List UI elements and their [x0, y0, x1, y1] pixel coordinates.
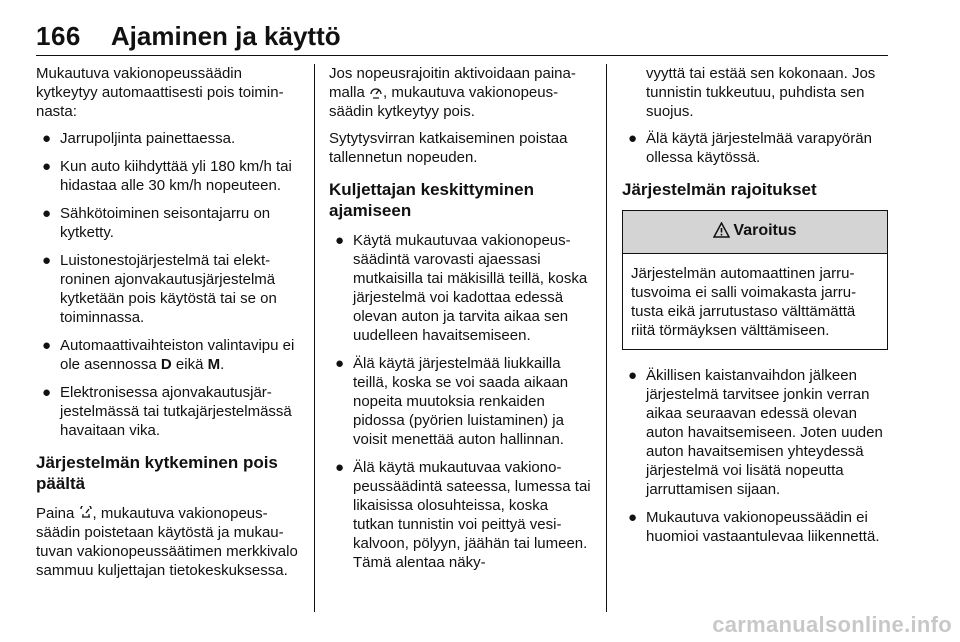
list-item: ● Älä käytä järjestelmää varapyörän ollessa käytössä. — [628, 130, 872, 166]
warning-header — [623, 211, 887, 254]
list-item: ● Mukautuva vakionopeussäädin ei huomioi vastaantulevaa liikennettä. — [628, 509, 880, 545]
column-2 — [329, 64, 593, 581]
list-item: ● Älä käytä mukautuvaa vakionopeussäädintä sateessa, lumessa tai likaisissa olosuhteissa, koska tutkan tunnistin voi peittyä vesikalvoon, pölyyn, jäähän tai lumeen. Tämä alentaa näky- — [335, 459, 591, 571]
list-item: ● Automaattivaihteiston valintavipu ei ole asennossa D eikä M. — [42, 337, 295, 373]
section-heading: Järjestelmän rajoitukset — [622, 180, 817, 199]
column-3 — [622, 64, 890, 555]
switch-off-paragraph: Paina , mukautuva vakionopeussäädin poistetaan käytöstä ja mukautuvan vakionopeussäätimen merkkivalo sammuu kuljettajan tietokeskuksessa. — [36, 505, 298, 579]
section-heading: Kuljettajan keskittyminen ajamiseen — [329, 180, 535, 220]
list-item: ● Elektronisessa ajonvakautusjärjestelmässä tai tutkajärjestelmässä havaitaan vika. — [42, 384, 292, 439]
speed-limiter-icon — [369, 85, 383, 99]
list-item: ● Älä käytä järjestelmää liukkailla teillä, koska se voi saada aikaan nopeita muutoksia renkaiden pidossa (pyörien luistaminen) ja voisit menettää auton hallinnan. — [335, 355, 569, 448]
list-item: ● Äkillisen kaistanvaihdon jälkeen järjestelmä tarvitsee jonkin verran aikaa seuraavan edessä olevan auton havaitsemiseen. Joten uuden auton havaitsemisen yhteydessä järjestelmä voi lisätä nopeutta jarruttamisen sijaan. — [628, 367, 883, 498]
gear-d: D — [160, 356, 172, 373]
towing-list — [622, 129, 890, 167]
limitations-list — [622, 366, 890, 546]
list-item: ● Jarrupoljinta painettaessa. — [42, 130, 236, 147]
list-item: ● Sähkötoiminen seisontajarru on kytketty. — [42, 205, 271, 241]
continuation-text: vyyttä tai estää sen kokonaan. Jos tunnistin tukkeutuu, puhdista sen suojus. — [646, 65, 876, 120]
list-item: ● Luistonestojärjestelmä tai elektroninen ajonvakautusjärjestelmä kytketään pois käytöstä tai se on toiminnassa. — [42, 252, 277, 326]
column-1 — [36, 64, 302, 588]
section-heading: Järjestelmän kytkeminen pois päältä — [36, 453, 278, 493]
ignition-paragraph: Sytytysvirran katkaiseminen poistaa tallennetun nopeuden. — [329, 130, 568, 166]
chapter-title: Ajaminen ja käyttö — [110, 21, 341, 51]
page-number: 166 — [36, 21, 81, 51]
gear-m: M — [207, 356, 221, 373]
deactivation-list — [36, 129, 302, 440]
attention-list — [329, 231, 593, 572]
warning-triangle-icon — [713, 222, 730, 243]
warning-box — [622, 210, 888, 350]
page-header — [36, 21, 888, 56]
watermark: carmanualsonline.info — [712, 612, 952, 637]
limiter-paragraph: Jos nopeusrajoitin aktivoidaan painamalla , mukautuva vakionopeussäädin kytkeytyy pois. — [329, 65, 576, 120]
warning-body: Järjestelmän automaattinen jarrutusvoima ei salli voimakasta jarrutusta eikä jarrutustaso välttämättä riitä törmäyksen välttämiseen. — [631, 265, 857, 339]
intro-paragraph: Mukautuva vakionopeussäädin kytkeytyy automaattisesti pois toiminnasta: — [36, 65, 284, 120]
column-divider — [314, 64, 315, 612]
warning-title: Varoitus — [733, 222, 797, 239]
column-divider — [606, 64, 607, 612]
list-item: ● Kun auto kiihdyttää yli 180 km/h tai hidastaa alle 30 km/h nopeuteen. — [42, 158, 292, 194]
list-item: ● Käytä mukautuvaa vakionopeussäädintä varovasti ajaessasi mutkaisilla tai mäkisillä teillä, koska järjestelmä voi kadottaa edessä olevan auton ja tarvita aikaa sen uudelleen havaitsemiseen. — [335, 232, 588, 344]
cruise-control-off-icon — [79, 506, 93, 520]
